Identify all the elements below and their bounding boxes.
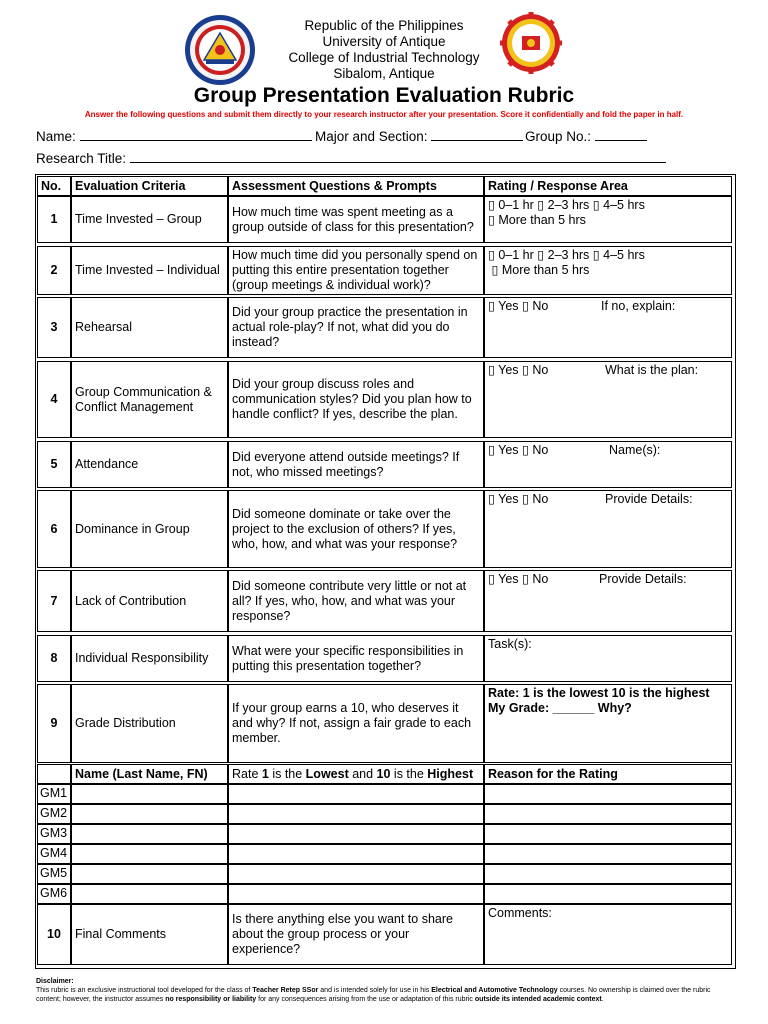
disclaimer-bold: no responsibility or liability — [165, 996, 257, 1003]
header-response: Rating / Response Area — [484, 176, 732, 196]
row-4-prompt: What is the plan: — [605, 363, 699, 377]
group-blank[interactable] — [595, 128, 647, 141]
row-9-my-grade[interactable]: My Grade: ______ Why? — [488, 701, 632, 715]
row-10-prompt: Comments: — [488, 906, 552, 920]
gm-name-cell[interactable] — [71, 844, 228, 864]
gm-reason-cell[interactable] — [484, 824, 732, 844]
gm-name-cell[interactable] — [71, 884, 228, 904]
gm-label: GM5 — [37, 864, 71, 884]
row-3-question: Did your group practice the presentation in actual role-play? If not, what did you do instead? — [228, 297, 484, 358]
row-5-question: Did everyone attend outside meetings? If not, who missed meetings? — [228, 441, 484, 488]
row-4-question: Did your group discuss roles and communication styles? Did you plan how to handle conflict? If yes, describe the plan. — [228, 361, 484, 438]
header-criteria: Evaluation Criteria — [71, 176, 228, 196]
gm-rate-1: 1 — [261, 767, 269, 781]
group-field-row — [525, 128, 647, 144]
row-5-no: 5 — [37, 441, 71, 488]
gm-label: GM4 — [37, 844, 71, 864]
gm-rate-cell[interactable] — [228, 804, 484, 824]
row-1-question: How much time was spent meeting as a group outside of class for this presentation? — [228, 196, 484, 243]
major-blank[interactable] — [431, 128, 523, 141]
gm-header-reason: Reason for the Rating — [484, 764, 732, 784]
row-8-no: 8 — [37, 635, 71, 682]
gm-reason-cell[interactable] — [484, 844, 732, 864]
row-7-question: Did someone contribute very little or not at all? If yes, who, how, and what was your response? — [228, 570, 484, 632]
gm-rate-lowest: Lowest — [305, 767, 349, 781]
gm-rate-text: and — [348, 767, 377, 781]
row-4-response[interactable] — [484, 361, 732, 438]
disclaimer-bold: outside its intended academic context — [474, 996, 602, 1003]
row-1-no: 1 — [37, 196, 71, 243]
gm-reason-cell[interactable] — [484, 784, 732, 804]
row-6-no: 6 — [37, 490, 71, 568]
disclaimer-text: courses. No ownership is claimed over the rubric content; however, the instructor assumes — [36, 987, 711, 1003]
gm-reason-cell[interactable] — [484, 804, 732, 824]
disclaimer-text: This rubric is an exclusive instructional tool developed for the class of — [36, 987, 253, 994]
row-10-no: 10 — [37, 904, 71, 965]
row-2-criteria: Time Invested – Individual — [71, 246, 228, 295]
instructions: Answer the following questions and submit them directly to your research instructor after your presentation. Score it confidentially and fold the paper in half. — [84, 110, 684, 119]
row-4-criteria: Group Communication & Conflict Management — [71, 361, 228, 438]
gm-rate-cell[interactable] — [228, 784, 484, 804]
gm-header-rate — [228, 764, 484, 784]
row-8-criteria: Individual Responsibility — [71, 635, 228, 682]
row-5-response[interactable] — [484, 441, 732, 488]
title-blank[interactable] — [130, 150, 666, 163]
title-field-row — [36, 150, 666, 166]
header-republic: Republic of the Philippines — [304, 18, 464, 33]
row-5-criteria: Attendance — [71, 441, 228, 488]
disclaimer — [36, 977, 736, 1004]
row-3-no: 3 — [37, 297, 71, 358]
row-7-no: 7 — [37, 570, 71, 632]
header-no: No. — [37, 176, 71, 196]
row-1-options-more[interactable]: ▯ More than 5 hrs — [488, 213, 586, 227]
gm-name-cell[interactable] — [71, 824, 228, 844]
row-2-options-more[interactable]: ▯ More than 5 hrs — [488, 263, 590, 277]
row-1-response[interactable] — [484, 196, 732, 243]
gm-label: GM3 — [37, 824, 71, 844]
header-university: University of Antique — [322, 34, 446, 49]
gm-name-cell[interactable] — [71, 804, 228, 824]
gm-rate-cell[interactable] — [228, 864, 484, 884]
row-1-options[interactable]: ▯ 0–1 hr ▯ 2–3 hrs ▯ 4–5 hrs — [488, 198, 645, 212]
disclaimer-text: . — [601, 996, 604, 1003]
disclaimer-label: Disclaimer: — [36, 978, 74, 985]
gm-rate-text: is the — [268, 767, 306, 781]
row-7-prompt: Provide Details: — [599, 572, 687, 586]
gm-label: GM1 — [37, 784, 71, 804]
gm-name-cell[interactable] — [71, 864, 228, 884]
row-7-response[interactable] — [484, 570, 732, 632]
row-8-question: What were your specific responsibilities in putting this presentation together? — [228, 635, 484, 682]
disclaimer-bold: Electrical and Automotive Technology — [431, 987, 558, 994]
row-10-response[interactable] — [484, 904, 732, 965]
row-5-yes-no[interactable]: ▯ Yes ▯ No — [488, 443, 549, 457]
gm-rate-cell[interactable] — [228, 884, 484, 904]
gm-reason-cell[interactable] — [484, 864, 732, 884]
disclaimer-text: and is intended solely for use in his — [318, 987, 432, 994]
name-blank[interactable] — [80, 128, 312, 141]
row-2-no: 2 — [37, 246, 71, 295]
gm-header-name: Name (Last Name, FN) — [71, 764, 228, 784]
row-1-criteria: Time Invested – Group — [71, 196, 228, 243]
gm-rate-text: is the — [390, 767, 428, 781]
major-field-row — [315, 128, 523, 144]
row-10-criteria: Final Comments — [71, 904, 228, 965]
row-8-prompt: Task(s): — [488, 637, 532, 651]
name-label: Name: — [36, 129, 76, 144]
row-9-rate-note: Rate: 1 is the lowest 10 is the highest — [488, 686, 710, 700]
row-7-criteria: Lack of Contribution — [71, 570, 228, 632]
gm-rate-cell[interactable] — [228, 844, 484, 864]
name-field-row — [36, 128, 312, 144]
row-6-response[interactable] — [484, 490, 732, 568]
gm-name-cell[interactable] — [71, 784, 228, 804]
gm-header-blank — [37, 764, 71, 784]
header-questions: Assessment Questions & Prompts — [228, 176, 484, 196]
row-3-yes-no[interactable]: ▯ Yes ▯ No — [488, 299, 549, 313]
gm-rate-10: 10 — [376, 767, 391, 781]
row-8-response[interactable] — [484, 635, 732, 682]
row-3-criteria: Rehearsal — [71, 297, 228, 358]
row-9-criteria: Grade Distribution — [71, 684, 228, 763]
page-title: Group Presentation Evaluation Rubric — [193, 84, 575, 107]
group-label: Group No.: — [525, 129, 592, 144]
row-6-criteria: Dominance in Group — [71, 490, 228, 568]
row-2-question: How much time did you personally spend on putting this entire presentation together (group meetings & individual work)? — [228, 246, 484, 295]
gm-label: GM6 — [37, 884, 71, 904]
major-label: Major and Section: — [315, 129, 428, 144]
row-9-question: If your group earns a 10, who deserves it and why? If not, assign a fair grade to each member. — [228, 684, 484, 763]
gm-rate-highest: Highest — [427, 767, 474, 781]
header-college: College of Industrial Technology — [288, 50, 480, 65]
row-7-yes-no[interactable]: ▯ Yes ▯ No — [488, 572, 549, 586]
row-5-prompt: Name(s): — [609, 443, 661, 457]
row-9-no: 9 — [37, 684, 71, 763]
row-10-question: Is there anything else you want to share about the group process or your experience? — [228, 904, 484, 965]
row-6-prompt: Provide Details: — [605, 492, 693, 506]
disclaimer-bold: Teacher Retep SSor — [252, 987, 319, 994]
gm-rate-cell[interactable] — [228, 824, 484, 844]
row-2-options[interactable]: ▯ 0–1 hr ▯ 2–3 hrs ▯ 4–5 hrs — [488, 248, 645, 262]
row-2-response[interactable] — [484, 246, 732, 295]
row-3-response[interactable] — [484, 297, 732, 358]
row-4-no: 4 — [37, 361, 71, 438]
header-location: Sibalom, Antique — [333, 66, 435, 81]
row-3-prompt: If no, explain: — [601, 299, 676, 313]
row-6-yes-no[interactable]: ▯ Yes ▯ No — [488, 492, 549, 506]
gm-reason-cell[interactable] — [484, 884, 732, 904]
title-label: Research Title: — [36, 151, 127, 166]
row-6-question: Did someone dominate or take over the project to the exclusion of others? If yes, who, how, and what was your response? — [228, 490, 484, 568]
row-9-response[interactable] — [484, 684, 732, 763]
gm-rate-text: Rate — [232, 767, 262, 781]
disclaimer-text: for any consequences arising from the use or adaptation of this rubric — [256, 996, 475, 1003]
gm-label: GM2 — [37, 804, 71, 824]
row-4-yes-no[interactable]: ▯ Yes ▯ No — [488, 363, 549, 377]
